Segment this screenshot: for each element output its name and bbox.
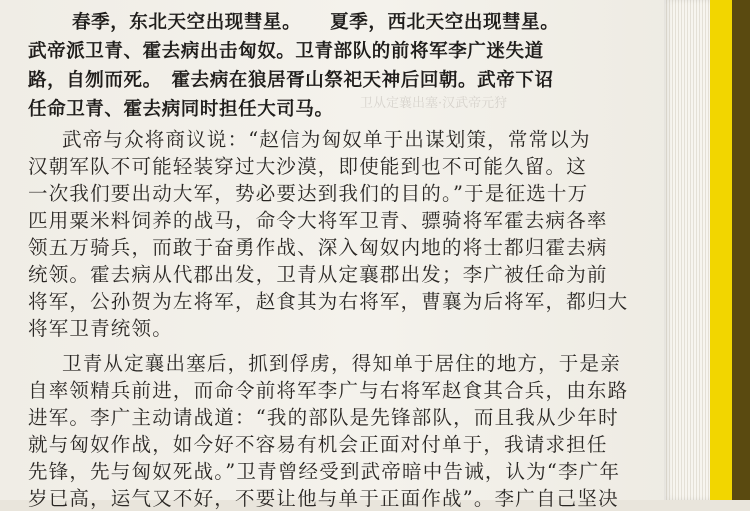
paragraph-line: 卫青从定襄出塞后，抓到俘虏，得知单于居住的地方，于是亲 xyxy=(62,352,621,375)
paragraph-line: 匹用粟米料饲养的战马，命令大将军卫青、骠骑将军霍去病各率 xyxy=(28,209,608,232)
paragraph-line: 武帝与众将商议说：“赵信为匈奴单于出谋划策，常常以为 xyxy=(62,128,591,151)
paragraph-line: 领五万骑兵，而敢于奋勇作战、深入匈奴内地的将士都归霍去病 xyxy=(28,236,608,259)
chronicle-line: 任命卫青、霍去病同时担任大司马。 xyxy=(28,99,334,120)
chronicle-line: 路，自刎而死。 霍去病在狼居胥山祭祀天神后回朝。武帝下诏 xyxy=(28,70,554,91)
chronicle-line: 春季，东北天空出现彗星。 夏季，西北天空出现彗星。 xyxy=(72,12,560,33)
paragraph-line: 统领。霍去病从代郡出发，卫青从定襄郡出发；李广被任命为前 xyxy=(28,263,608,286)
book-cover-yellow xyxy=(710,0,732,500)
chronicle-line: 武帝派卫青、霍去病出击匈奴。卫青部队的前将军李广迷失道 xyxy=(28,41,544,62)
page-edges xyxy=(664,0,710,500)
paragraph-line: 就与匈奴作战，如今好不容易有机会正面对付单于，我请求担任 xyxy=(28,433,608,456)
paragraph-line: 岁已高，运气又不好，不要让他与单于正面作战”。李广自己坚决 xyxy=(28,487,619,510)
paragraph-line: 将军，公孙贺为左将军，赵食其为右将军，曹襄为后将军，都归大 xyxy=(28,290,629,313)
paragraph-line: 汉朝军队不可能轻装穿过大沙漠，即使能到也不可能久留。这 xyxy=(28,155,587,178)
bleed-through-text: 卫从定襄出塞·汉武帝元狩 xyxy=(360,96,508,111)
paragraph-line: 将军卫青统领。 xyxy=(28,317,173,340)
paragraph-line: 自率领精兵前进，而命令前将军李广与右将军赵食其合兵，由东路 xyxy=(28,379,629,402)
paragraph-line: 先锋，先与匈奴死战。”卫青曾经受到武帝暗中告诫，认为“李广年 xyxy=(28,460,621,483)
paragraph-line: 一次我们要出动大军，势必要达到我们的目的。”于是征选十万 xyxy=(28,182,589,205)
book-cover-dark xyxy=(732,0,750,500)
paragraph-line: 进军。李广主动请战道：“我的部队是先锋部队，而且我从少年时 xyxy=(28,406,619,429)
